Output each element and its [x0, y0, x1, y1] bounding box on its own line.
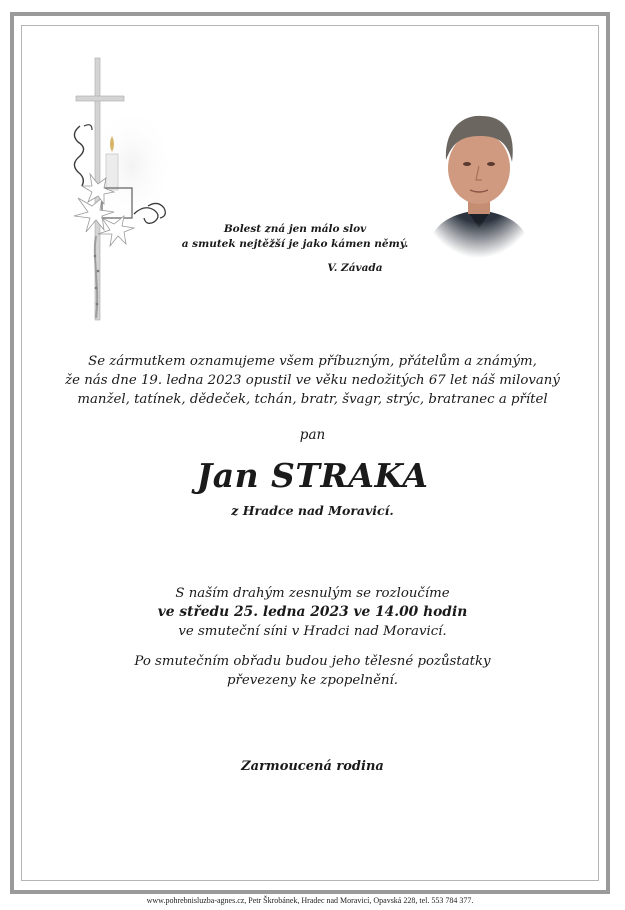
quote-line-1: Bolest zná jen málo slov	[223, 223, 367, 235]
funeral-line-1: S naším drahým zesnulým se rozloučíme	[175, 586, 450, 601]
cremation-line-2: převezeny ke zpopelnění.	[226, 673, 399, 688]
deceased-name: Jan STRAKA	[196, 456, 429, 495]
funeral-line-3: ve smuteční síni v Hradci nad Moravicí.	[178, 624, 447, 639]
cremation-info	[40, 652, 585, 690]
announcement-line-2: že nás dne 19. ledna 2023 opustil ve věku nedožitých 67 let náš milovaný	[65, 373, 560, 388]
quote-line-2: a smutek nejtěžší je jako kámen němý.	[181, 238, 409, 250]
quote	[160, 222, 430, 252]
funeral-date-time: ve středu 25. ledna 2023 ve 14.00 hodin	[157, 604, 468, 620]
funeral-service-footer: www.pohrebnisluzba-agnes.cz, Petr Škrobánek, Hradec nad Moravicí, Opavská 228, tel. 553 784 377.	[146, 896, 474, 905]
announcement	[40, 352, 585, 409]
cross-candle-lily-decoration	[62, 56, 186, 326]
announcement-line-1: Se zármutkem oznamujeme všem příbuzným, přátelům a známým,	[88, 354, 537, 369]
deceased-origin: z Hradce nad Moravicí.	[231, 503, 394, 518]
portrait-photo	[418, 96, 540, 258]
funeral-info	[40, 584, 585, 641]
announcement-line-3: manžel, tatínek, dědeček, tchán, bratr, švagr, strýc, bratranec a přítel	[77, 392, 548, 407]
quote-author: V. Závada	[327, 262, 383, 274]
cremation-line-1: Po smutečním obřadu budou jeho tělesné pozůstatky	[134, 654, 491, 669]
honorific: pan	[299, 427, 326, 443]
family-signature: Zarmoucená rodina	[241, 759, 384, 774]
